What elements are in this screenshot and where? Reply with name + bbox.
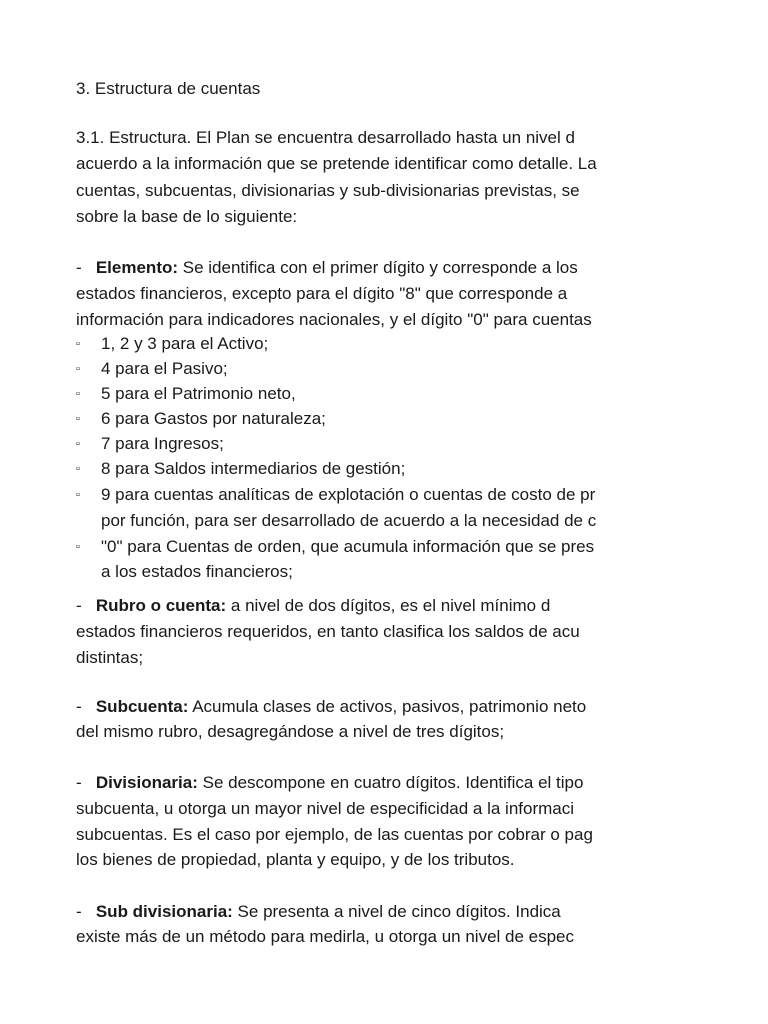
rubro-term: Rubro o cuenta: <box>95 596 227 615</box>
elemento-term: Elemento: <box>95 258 179 277</box>
subcuenta-line-2: del mismo rubro, desagregándose a nivel de tres dígitos; <box>76 722 505 741</box>
elemento-first-line <box>76 258 660 278</box>
dash: - <box>76 902 82 921</box>
subdivisionaria-line-2: existe más de un método para medirla, u otorga un nivel de espec <box>76 927 575 946</box>
bullet-marker: ▫ <box>76 338 80 350</box>
rubro-text: a nivel de dos dígitos, es el nivel mínimo d <box>226 596 551 615</box>
bullet-item-8-cont: a los estados financieros; <box>101 562 293 581</box>
bullet-item-8: "0" para Cuentas de orden, que acumula información que se pres <box>101 537 595 556</box>
bullet-marker: ▫ <box>76 388 80 400</box>
subdivisionaria-term: Sub divisionaria: <box>95 902 233 921</box>
bullet-item-2: 4 para el Pasivo; <box>101 359 228 378</box>
bullet-marker: ▫ <box>76 463 80 475</box>
bullet-item-3: 5 para el Patrimonio neto, <box>101 384 296 403</box>
section-heading: 3. Estructura de cuentas <box>76 79 261 98</box>
bullet-marker: ▫ <box>76 438 80 450</box>
dash: - <box>76 596 82 615</box>
intro-line-3: cuentas, subcuentas, divisionarias y sub-divisionarias previstas, se <box>76 181 580 200</box>
bullet-item-7-cont: por función, para ser desarrollado de acuerdo a la necesidad de c <box>101 511 597 530</box>
divisionaria-text: Se descompone en cuatro dígitos. Identifica el tipo <box>197 773 584 792</box>
bullet-item-4: 6 para Gastos por naturaleza; <box>101 409 326 428</box>
elemento-line-3: información para indicadores nacionales, y el dígito "0" para cuentas <box>76 310 592 329</box>
intro-line-1: 3.1. Estructura. El Plan se encuentra desarrollado hasta un nivel d <box>76 128 575 147</box>
subcuenta-first-line <box>76 697 660 717</box>
subcuenta-term: Subcuenta: <box>95 697 189 716</box>
bullet-item-6: 8 para Saldos intermediarios de gestión; <box>101 459 406 478</box>
bullet-marker: ▫ <box>76 363 80 375</box>
intro-line-2: acuerdo a la información que se pretende identificar como detalle. La <box>76 154 597 173</box>
bullet-item-7: 9 para cuentas analíticas de explotación o cuentas de costo de pr <box>101 485 596 504</box>
dash: - <box>76 773 82 792</box>
bullet-marker: ▫ <box>76 541 80 553</box>
elemento-text: Se identifica con el primer dígito y corresponde a los <box>178 258 578 277</box>
divisionaria-first-line <box>76 773 660 793</box>
bullet-marker: ▫ <box>76 413 80 425</box>
bullet-item-5: 7 para Ingresos; <box>101 434 224 453</box>
divisionaria-line-4: los bienes de propiedad, planta y equipo, y de los tributos. <box>76 850 515 869</box>
subcuenta-text: Acumula clases de activos, pasivos, patrimonio neto <box>188 697 587 716</box>
rubro-line-2: estados financieros requeridos, en tanto clasifica los saldos de acu <box>76 622 580 641</box>
divisionaria-line-2: subcuenta, u otorga un mayor nivel de especificidad a la informaci <box>76 799 575 818</box>
rubro-first-line <box>76 596 660 616</box>
divisionaria-line-3: subcuentas. Es el caso por ejemplo, de las cuentas por cobrar o pag <box>76 825 593 844</box>
dash: - <box>76 697 82 716</box>
elemento-line-2: estados financieros, excepto para el dígito "8" que corresponde a <box>76 284 568 303</box>
subdivisionaria-text: Se presenta a nivel de cinco dígitos. Indica <box>232 902 561 921</box>
intro-line-4: sobre la base de lo siguiente: <box>76 207 298 226</box>
dash: - <box>76 258 82 277</box>
divisionaria-term: Divisionaria: <box>95 773 198 792</box>
rubro-line-3: distintas; <box>76 648 144 667</box>
bullet-item-1: 1, 2 y 3 para el Activo; <box>101 334 269 353</box>
bullet-marker: ▫ <box>76 489 80 501</box>
subdivisionaria-first-line <box>76 902 660 922</box>
